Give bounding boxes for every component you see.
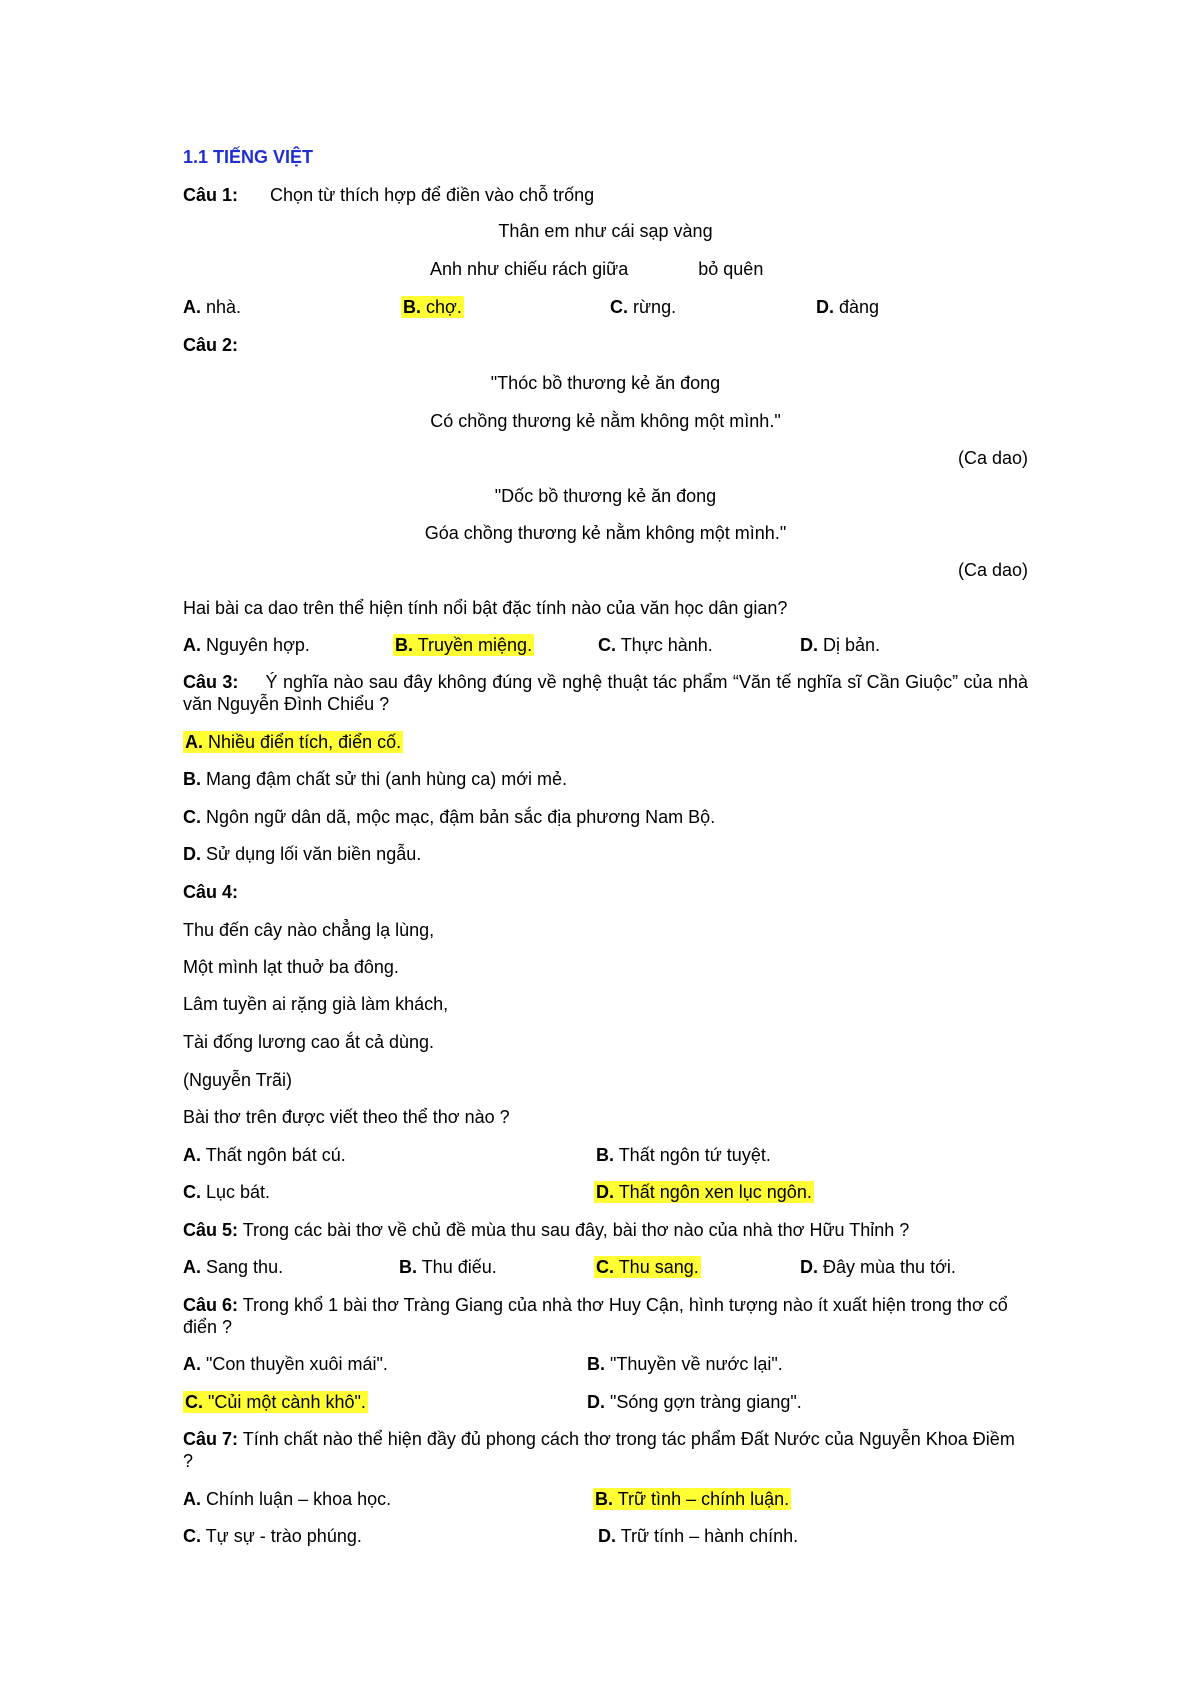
q3-option-d: D. Sử dụng lối văn biền ngẫu.	[183, 844, 422, 864]
q2-label: Câu 2:	[183, 335, 239, 355]
q6-option-d: D. "Sóng gợn tràng giang".	[587, 1392, 802, 1412]
q2-source-2: (Ca dao)	[957, 560, 1028, 580]
q6-option-b: B. "Thuyền về nước lại".	[587, 1354, 783, 1374]
answer-highlight: C. "Củi một cành khô".	[185, 1392, 366, 1412]
q1-option-b	[401, 296, 464, 318]
q6-option-a: A. "Con thuyền xuôi mái".	[183, 1354, 388, 1374]
answer-highlight: C. Thu sang.	[596, 1257, 699, 1277]
q7-option-b	[593, 1488, 791, 1510]
q4-poem-line: Thu đến cây nào chẳng lạ lùng,	[183, 920, 435, 940]
answer-highlight: A. Nhiều điển tích, điển cố.	[185, 732, 402, 752]
q1-header	[183, 184, 594, 206]
q2-poem1-line1: "Thóc bồ thương kẻ ăn đong	[490, 373, 721, 393]
q7-question: Câu 7: Tính chất nào thể hiện đầy đủ phong cách thơ trong tác phẩm Đất Nước của Nguyễn Khoa Điềm ?	[183, 1429, 1015, 1471]
q1-option-a: A. nhà.	[183, 297, 242, 317]
q7-option-d: D. Trữ tính – hành chính.	[598, 1526, 799, 1546]
q3-question: Câu 3: Ý nghĩa nào sau đây không đúng về nghệ thuật tác phẩm “Văn tế nghĩa sĩ Cần Giuộc” của nhà văn Nguyễn Đình Chiểu ?	[183, 672, 1028, 714]
q1-verse-2b: bỏ quên	[698, 259, 764, 279]
q7-option-c: C. Tự sự - trào phúng.	[183, 1526, 362, 1546]
q5-option-a: A. Sang thu.	[183, 1257, 284, 1277]
answer-highlight: B. Trữ tình – chính luận.	[595, 1489, 790, 1509]
section-title: 1.1 TIẾNG VIỆT	[183, 147, 314, 167]
q2-option-d: D. Dị bản.	[800, 635, 881, 655]
q5-option-b: B. Thu điếu.	[399, 1257, 497, 1277]
q1-prompt: Chọn từ thích hợp để điền vào chỗ trống	[270, 185, 595, 205]
q5-label: Câu 5:	[183, 1220, 239, 1240]
q4-poem-line: Lâm tuyền ai rặng già làm khách,	[183, 994, 449, 1014]
q5-option-d: D. Đây mùa thu tới.	[800, 1257, 956, 1277]
q1-verse-2	[430, 258, 763, 280]
q2-question: Hai bài ca dao trên thể hiện tính nổi bật đặc tính nào của văn học dân gian?	[183, 598, 788, 618]
q2-source-1: (Ca dao)	[957, 448, 1028, 468]
q2-poem2-line1: "Dốc bồ thương kẻ ăn đong	[494, 486, 717, 506]
q4-option-a: A. Thất ngôn bát cú.	[183, 1145, 346, 1165]
q3-option-c: C. Ngôn ngữ dân dã, mộc mạc, đậm bản sắc địa phương Nam Bộ.	[183, 807, 716, 827]
q4-label: Câu 4:	[183, 882, 239, 902]
q6-option-c	[183, 1391, 368, 1413]
q4-question: Bài thơ trên được viết theo thể thơ nào ?	[183, 1107, 510, 1127]
q4-poem-author: (Nguyễn Trãi)	[183, 1070, 293, 1090]
q7-option-a: A. Chính luận – khoa học.	[183, 1489, 392, 1509]
q7-label: Câu 7:	[183, 1429, 239, 1449]
q3-option-a	[183, 731, 403, 753]
q1-verse-2a: Anh như chiếu rách giữa	[430, 259, 629, 279]
q4-option-c: C. Lục bát.	[183, 1182, 271, 1202]
q2-option-c: C. Thực hành.	[598, 635, 713, 655]
q4-option-b: B. Thất ngôn tứ tuyệt.	[596, 1145, 771, 1165]
q5-question: Câu 5: Trong các bài thơ về chủ đề mùa thu sau đây, bài thơ nào của nhà thơ Hữu Thỉnh ?	[183, 1220, 910, 1240]
q2-poem2-line2: Góa chồng thương kẻ nằm không một mình."	[424, 523, 787, 543]
q2-poem1-line2: Có chồng thương kẻ nằm không một mình."	[430, 411, 781, 431]
q6-label: Câu 6:	[183, 1295, 239, 1315]
q1-option-d: D. đàng	[816, 297, 880, 317]
q6-question: Câu 6: Trong khổ 1 bài thơ Tràng Giang của nhà thơ Huy Cận, hình tượng nào ít xuất hiện trong thơ cổ điển ?	[183, 1295, 1008, 1337]
q4-poem-line: Tài đống lương cao ắt cả dùng.	[183, 1032, 435, 1052]
q1-verse-1: Thân em như cái sạp vàng	[498, 221, 713, 241]
q5-option-c	[594, 1256, 701, 1278]
answer-highlight: B. Truyền miệng.	[395, 635, 533, 655]
q3-option-b: B. Mang đậm chất sử thi (anh hùng ca) mới mẻ.	[183, 769, 568, 789]
q3-label: Câu 3:	[183, 672, 239, 692]
q1-option-c: C. rừng.	[610, 297, 677, 317]
answer-highlight: D. Thất ngôn xen lục ngôn.	[596, 1182, 812, 1202]
q1-label: Câu 1:	[183, 185, 239, 205]
answer-highlight: B. chợ.	[403, 297, 462, 317]
q2-option-a: A. Nguyên hợp.	[183, 635, 310, 655]
q4-poem-line: Một mình lạt thuở ba đông.	[183, 957, 399, 977]
q4-option-d	[594, 1181, 814, 1203]
q2-option-b	[393, 634, 534, 656]
